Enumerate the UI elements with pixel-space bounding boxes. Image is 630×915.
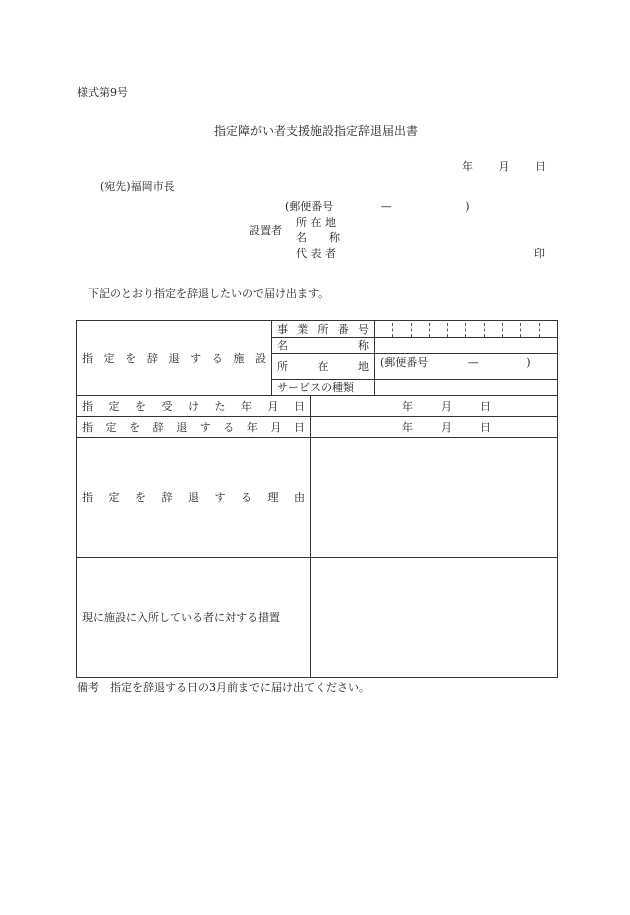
received-month: 月	[441, 399, 452, 413]
withdraw-date-field[interactable]	[311, 417, 558, 438]
measures-label: 現に施設に入所している者に対する措置	[82, 611, 280, 624]
withdraw-date-label: 指 定 を 辞 退 す る 年 月 日	[82, 420, 305, 434]
address-postal-close: )	[526, 356, 531, 369]
form-number: 様式第9号	[77, 86, 128, 99]
reason-field[interactable]	[311, 438, 558, 558]
facility-label-cell	[77, 321, 272, 396]
date-day: 日	[535, 160, 546, 173]
applicant-name-label: 名 称	[296, 231, 340, 244]
applicant-address-label: 所 在 地	[296, 216, 336, 229]
received-year: 年	[402, 399, 413, 413]
received-date-field[interactable]	[311, 396, 558, 417]
office-number-label-cell	[272, 321, 375, 338]
address-postal-label: (郵便番号	[380, 356, 429, 369]
withdraw-day: 日	[480, 420, 491, 434]
facility-label: 指 定 を 辞 退 す る 施 設	[82, 351, 266, 365]
date-year: 年	[462, 160, 473, 173]
reason-label-cell	[77, 438, 311, 558]
name-field[interactable]	[375, 338, 558, 354]
document-title: 指定障がい者支援施設指定辞退届出書	[214, 124, 419, 138]
name-label: 名 称	[277, 339, 369, 352]
measures-label-cell	[77, 558, 311, 678]
applicant-postal-label: (郵便番号	[285, 200, 334, 213]
intro-text: 下記のとおり指定を辞退したいので届け出ます。	[88, 287, 330, 300]
address-label-cell	[272, 354, 375, 380]
name-label-cell	[272, 338, 375, 354]
withdrawal-table	[76, 320, 558, 678]
applicant-representative-label: 代 表 者	[296, 247, 336, 260]
remarks: 備考 指定を辞退する日の3月前までに届け出てください。	[77, 681, 370, 694]
applicant-postal-close: )	[465, 200, 470, 213]
service-type-label: サービスの種類	[277, 381, 354, 394]
received-date-label-cell	[77, 396, 311, 417]
address-field[interactable]	[375, 354, 558, 380]
office-number-field[interactable]	[375, 321, 558, 338]
applicant-label: 設置者	[249, 224, 282, 237]
received-date-label: 指 定 を 受 け た 年 月 日	[82, 399, 305, 413]
withdraw-month: 月	[441, 420, 452, 434]
received-day: 日	[480, 399, 491, 413]
service-type-label-cell	[272, 380, 375, 396]
date-line	[462, 160, 546, 174]
service-type-field[interactable]	[375, 380, 558, 396]
office-number-label: 事 業 所 番 号	[277, 322, 369, 336]
withdraw-year: 年	[402, 420, 413, 434]
address-postal-dash: —	[467, 356, 479, 369]
office-number-boxes	[375, 321, 557, 337]
address-label: 所 在 地	[277, 360, 369, 373]
applicant-postal	[285, 200, 470, 214]
applicant-postal-dash: —	[380, 200, 392, 213]
reason-label: 指 定 を 辞 退 す る 理 由	[82, 491, 305, 504]
withdraw-date-label-cell	[77, 417, 311, 438]
addressee: (宛先)福岡市長	[100, 180, 175, 193]
seal-mark: 印	[534, 247, 545, 260]
date-month: 月	[498, 160, 510, 173]
measures-field[interactable]	[311, 558, 558, 678]
